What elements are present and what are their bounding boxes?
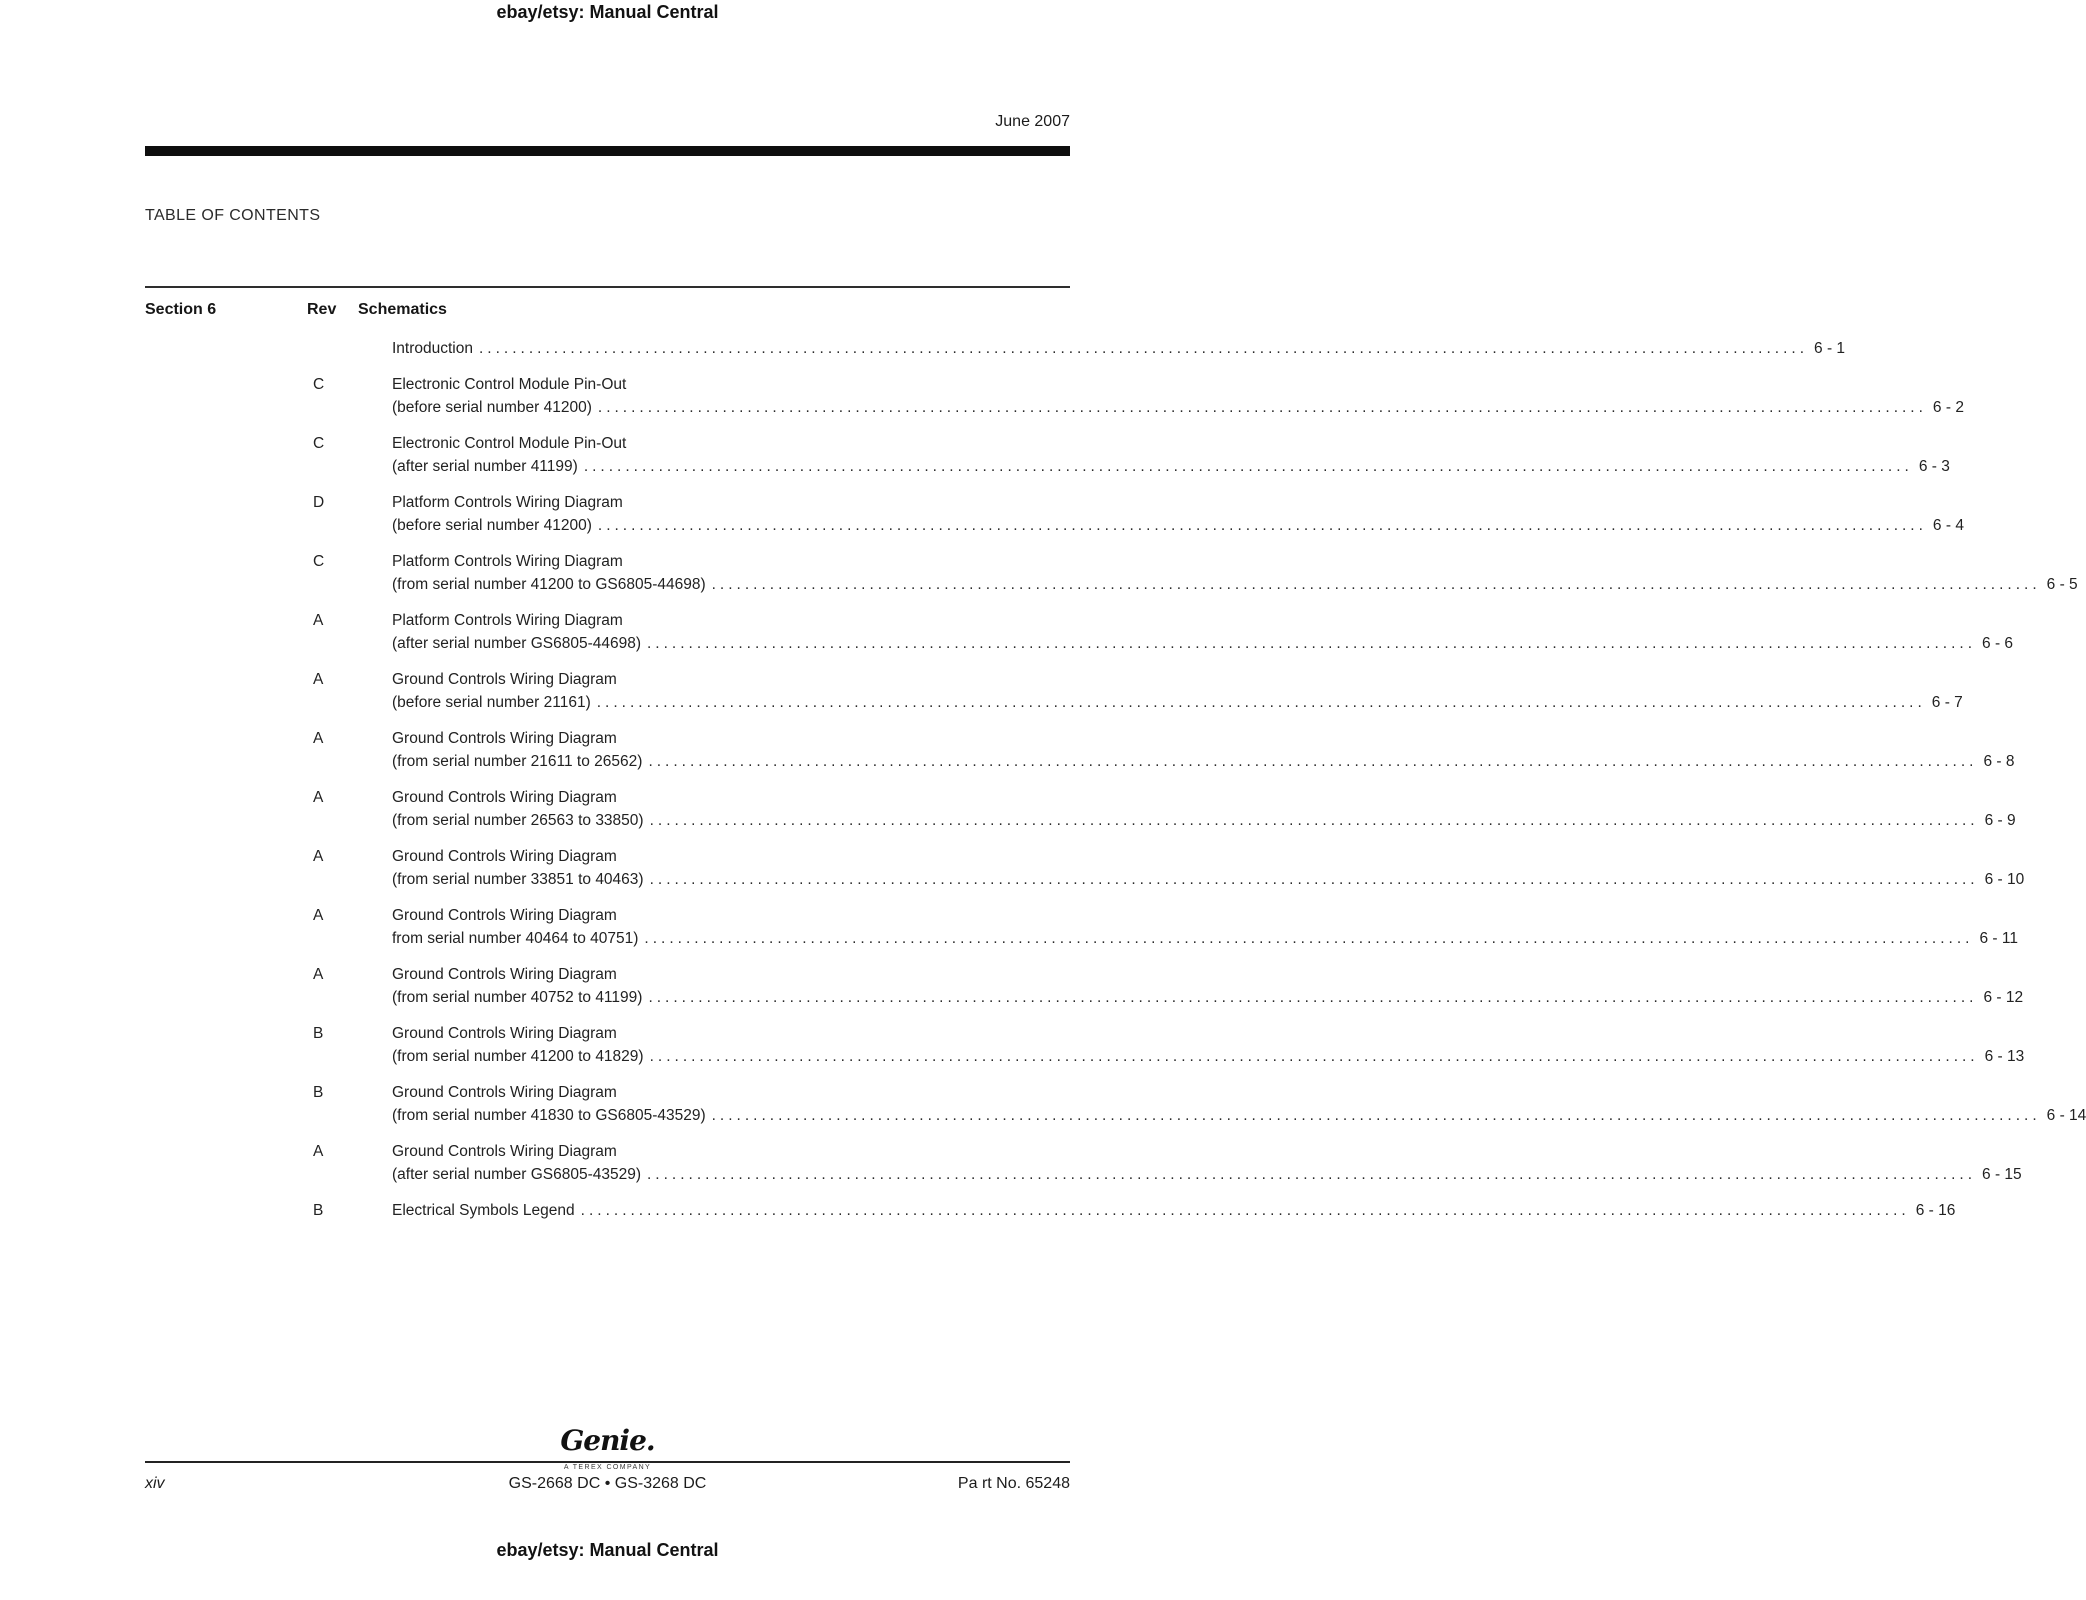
toc-entry (145, 432, 1950, 478)
dot-leader (644, 927, 1973, 950)
dot-leader (648, 750, 1977, 773)
toc-entry-title: Ground Controls Wiring Diagram (392, 1084, 617, 1101)
toc-entry-page: 6 - 10 (1984, 871, 2025, 888)
toc-entry-rev: C (313, 376, 325, 393)
toc-entry-title: Ground Controls Wiring Diagram (392, 848, 617, 865)
toc-entry-title: Ground Controls Wiring Diagram (392, 730, 617, 747)
dot-leader (650, 809, 1979, 832)
toc-entry-subtitle: (after serial number GS6805-44698) (392, 635, 641, 652)
toc-entry-rev: A (313, 848, 324, 865)
toc-entry-subtitle: (before serial number 41200) (392, 399, 592, 416)
toc-entry (145, 786, 2016, 832)
toc-entry-section-spacer (145, 1081, 307, 1127)
toc-entry-body (375, 491, 1964, 537)
toc-top-rule (145, 286, 1070, 288)
toc-entry-body (375, 786, 2016, 832)
toc-entry-section-spacer (145, 963, 307, 1009)
toc-entry-page: 6 - 4 (1932, 517, 1964, 534)
footer-row (145, 1472, 1070, 1496)
toc-entry (145, 491, 1964, 537)
dot-leader (650, 868, 1979, 891)
toc-entry (145, 550, 2078, 596)
toc-entry-title: Ground Controls Wiring Diagram (392, 1143, 617, 1160)
toc-entry-title: Electronic Control Module Pin-Out (392, 376, 627, 393)
toc-entry (145, 1140, 2022, 1186)
header-date: June 2007 (995, 113, 1070, 130)
dot-leader (647, 1163, 1976, 1186)
toc-entry-body (375, 609, 2013, 655)
footer-models: GS-2668 DC • GS-3268 DC (508, 1475, 707, 1492)
toc-entry-title: Platform Controls Wiring Diagram (392, 612, 623, 629)
toc-entry-section-spacer (145, 432, 307, 478)
toc-entry-subtitle: (from serial number 40752 to 41199) (392, 989, 643, 1006)
dot-leader (648, 986, 1977, 1009)
toc-entry-subtitle: (after serial number GS6805-43529) (392, 1166, 641, 1183)
toc-entry-section-spacer (145, 337, 307, 360)
toc-entry-body (375, 373, 1964, 419)
toc-entry-title: Electrical Symbols Legend (392, 1202, 575, 1219)
toc-entry-page: 6 - 2 (1932, 399, 1964, 416)
toc-entry-subtitle: (from serial number 26563 to 33850) (392, 812, 644, 829)
toc-entry-rev: A (313, 966, 324, 983)
header-bar (145, 146, 1070, 156)
toc-entry-section-spacer (145, 491, 307, 537)
top-watermark: ebay/etsy: Manual Central (496, 2, 719, 22)
toc-entry-section-spacer (145, 727, 307, 773)
toc-entry-rev (307, 337, 375, 360)
dot-leader (581, 1199, 1910, 1222)
toc-entry-body (375, 668, 1963, 714)
dot-leader (479, 337, 1808, 360)
footer-part-number: Pa rt No. 65248 (957, 1475, 1070, 1492)
toc-entry-subtitle: (before serial number 41200) (392, 517, 592, 534)
toc-entry-page: 6 - 16 (1915, 1202, 1956, 1219)
dot-leader (650, 1045, 1979, 1068)
toc-entry-subtitle: (from serial number 33851 to 40463) (392, 871, 644, 888)
toc-entry-body (375, 1022, 2024, 1068)
toc-entry-page: 6 - 5 (2046, 576, 2078, 593)
toc-entry-subtitle: (from serial number 41830 to GS6805-43529) (392, 1107, 706, 1124)
toc-entry-title: Introduction (392, 340, 473, 357)
toc-entry-page: 6 - 8 (1983, 753, 2015, 770)
toc-entry-title: Platform Controls Wiring Diagram (392, 494, 623, 511)
toc-entry (145, 668, 1963, 714)
page-title: TABLE OF CONTENTS (145, 207, 321, 224)
toc-entry-rev: C (313, 435, 325, 452)
toc-entry-body (375, 337, 1845, 360)
toc-table (145, 286, 2086, 1235)
toc-entry (145, 609, 2014, 655)
toc-entry (145, 845, 2025, 891)
toc-entry (145, 1022, 2025, 1068)
terex-tagline: A TEREX COMPANY (563, 1464, 652, 1471)
toc-entry-body (375, 1081, 2086, 1127)
dot-leader (712, 573, 2041, 596)
toc-header-row (145, 298, 1070, 322)
toc-section-label: Section 6 (145, 301, 217, 318)
page-number-roman: xiv (145, 1475, 165, 1492)
toc-entry-rev: A (313, 789, 324, 806)
toc-entry (145, 1199, 1956, 1222)
footer-rule (145, 1461, 1070, 1463)
page-content (145, 0, 2086, 1600)
toc-entry-page: 6 - 1 (1814, 340, 1846, 357)
toc-entry-subtitle: (before serial number 21161) (392, 694, 591, 711)
toc-entry-rev: A (313, 612, 324, 629)
toc-entry-section-spacer (145, 1199, 307, 1222)
toc-entry-rev: A (313, 907, 324, 924)
toc-entry-section-spacer (145, 668, 307, 714)
toc-entry-page: 6 - 12 (1983, 989, 2024, 1006)
toc-entry (145, 963, 2024, 1009)
toc-entry-section-spacer (145, 1140, 307, 1186)
genie-logo: Genie. (560, 1424, 655, 1457)
toc-entry-title: Ground Controls Wiring Diagram (392, 1025, 617, 1042)
dot-leader (598, 514, 1927, 537)
toc-entry-body (375, 904, 2018, 950)
toc-entry-title: Ground Controls Wiring Diagram (392, 907, 617, 924)
toc-entry-body (375, 1140, 2022, 1186)
toc-entry (145, 337, 1846, 360)
toc-entry (145, 1081, 2086, 1127)
dot-leader (598, 396, 1927, 419)
toc-entry-rev: C (313, 553, 325, 570)
toc-entry (145, 904, 2018, 950)
toc-entry-rev: D (313, 494, 325, 511)
toc-entry-title: Ground Controls Wiring Diagram (392, 966, 617, 983)
toc-entry-subtitle: (from serial number 41200 to 41829) (392, 1048, 644, 1065)
toc-entry-page: 6 - 13 (1984, 1048, 2025, 1065)
toc-entry-subtitle: (from serial number 41200 to GS6805-44698) (392, 576, 706, 593)
toc-entry-title: Electronic Control Module Pin-Out (392, 435, 627, 452)
toc-entry-subtitle: (from serial number 21611 to 26562) (392, 753, 643, 770)
toc-entry-page: 6 - 11 (1979, 930, 2018, 947)
toc-entry-title: Ground Controls Wiring Diagram (392, 789, 617, 806)
toc-rev-header: Rev (307, 301, 337, 318)
toc-title-header: Schematics (358, 301, 447, 318)
dot-leader (647, 632, 1976, 655)
toc-entry-page: 6 - 9 (1984, 812, 2016, 829)
toc-entry-section-spacer (145, 373, 307, 419)
toc-entry-title: Platform Controls Wiring Diagram (392, 553, 623, 570)
toc-entry-rev: A (313, 1143, 324, 1160)
toc-entry-body (375, 727, 2014, 773)
toc-entry-page: 6 - 6 (1982, 635, 2014, 652)
toc-entry-section-spacer (145, 1022, 307, 1068)
toc-entry-page: 6 - 7 (1931, 694, 1963, 711)
toc-entry-rev: B (313, 1202, 324, 1219)
toc-entry-page: 6 - 15 (1982, 1166, 2022, 1183)
toc-entry-body (375, 550, 2078, 596)
toc-entry-rev: A (313, 730, 324, 747)
toc-entry-section-spacer (145, 904, 307, 950)
dot-leader (584, 455, 1913, 478)
toc-entry (145, 373, 1964, 419)
toc-entry-page: 6 - 14 (2046, 1107, 2086, 1124)
toc-entry-page: 6 - 3 (1918, 458, 1950, 475)
toc-entry-subtitle: from serial number 40464 to 40751) (392, 930, 639, 947)
dot-leader (597, 691, 1926, 714)
toc-entry-title: Ground Controls Wiring Diagram (392, 671, 617, 688)
toc-entry-rev: B (313, 1084, 324, 1101)
toc-entry-section-spacer (145, 786, 307, 832)
toc-entry-section-spacer (145, 550, 307, 596)
bottom-watermark: ebay/etsy: Manual Central (496, 1540, 719, 1560)
dot-leader (712, 1104, 2041, 1127)
toc-entry-body (375, 432, 1950, 478)
toc-entry-body (375, 845, 2024, 891)
toc-entry-body (375, 963, 2023, 1009)
toc-entry (145, 727, 2015, 773)
toc-entry-subtitle: (after serial number 41199) (392, 458, 578, 475)
toc-entry-section-spacer (145, 845, 307, 891)
toc-entry-rev: A (313, 671, 324, 688)
toc-entry-body (375, 1199, 1955, 1222)
toc-entries (145, 337, 2086, 1222)
toc-entry-rev: B (313, 1025, 324, 1042)
toc-entry-section-spacer (145, 609, 307, 655)
